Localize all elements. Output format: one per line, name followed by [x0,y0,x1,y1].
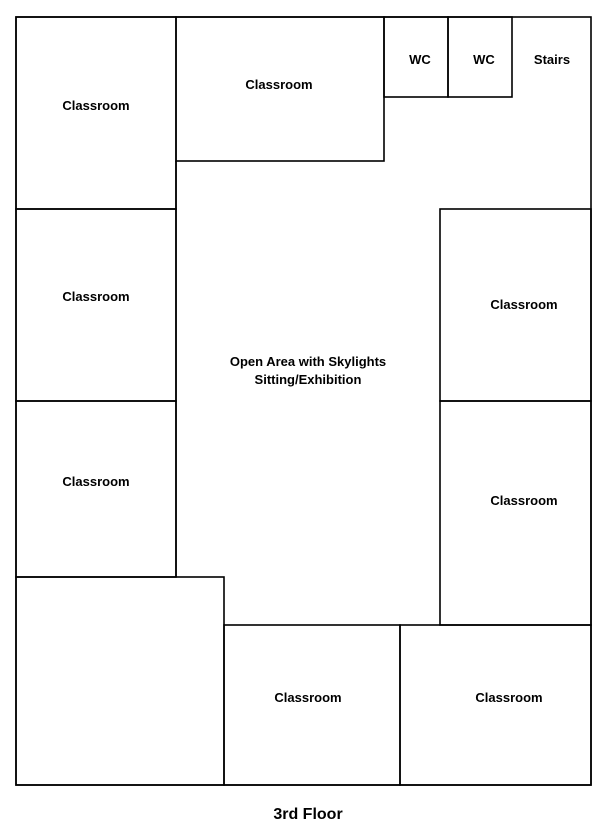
room-classroom-right-lower [440,401,591,625]
label-classroom-right-upper: Classroom [490,297,558,312]
room-classroom-bottom-right [400,625,591,785]
label-open-area-line1: Open Area with Skylights [229,354,387,369]
label-wc-1: WC [409,52,431,67]
label-open-area-line2: Sitting/Exhibition [254,372,362,387]
room-classroom-bottom-center [224,625,400,785]
label-stairs: Stairs [533,52,571,67]
room-classroom-left-middle [16,209,176,401]
label-classroom-left-lower: Classroom [62,474,130,489]
label-classroom-top-center: Classroom [245,77,313,92]
room-classroom-left-top [16,17,176,209]
floor-title: 3rd Floor [273,806,343,823]
room-unlabeled-bottom-left [16,577,224,785]
label-classroom-left-top: Classroom [62,98,130,113]
label-classroom-bottom-right: Classroom [475,690,543,705]
label-classroom-left-middle: Classroom [62,289,130,304]
room-classroom-left-lower [16,401,176,577]
label-wc-2: WC [473,52,495,67]
label-classroom-bottom-center: Classroom [274,690,342,705]
label-classroom-right-lower: Classroom [490,493,558,508]
